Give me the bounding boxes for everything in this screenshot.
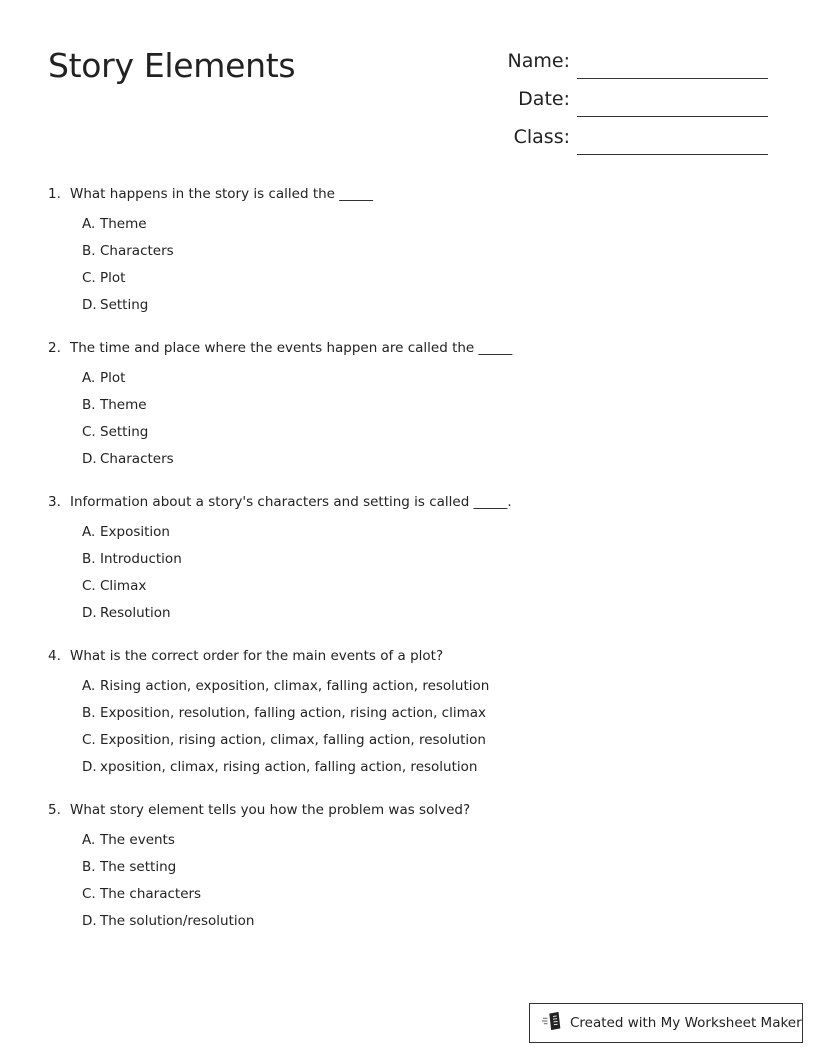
option-text: Theme — [100, 216, 147, 232]
option-b[interactable] — [48, 546, 568, 573]
option-a[interactable] — [48, 673, 568, 700]
question-text: Information about a story's characters and setting is called _____. — [70, 494, 512, 510]
option-text: xposition, climax, rising action, falling action, resolution — [100, 759, 478, 775]
option-text: Setting — [100, 297, 149, 313]
question-number: 4. — [48, 648, 61, 664]
question-1 — [48, 184, 568, 319]
option-text: Theme — [100, 397, 147, 413]
option-letter: C. — [82, 424, 96, 440]
option-text: The solution/resolution — [100, 913, 255, 929]
question-text: What is the correct order for the main events of a plot? — [70, 648, 444, 664]
option-letter: C. — [82, 578, 96, 594]
question-text: What happens in the story is called the _____ — [70, 186, 374, 202]
option-d[interactable] — [48, 446, 568, 473]
option-letter: C. — [82, 886, 96, 902]
option-text: The characters — [100, 886, 202, 902]
page-title: Story Elements — [48, 46, 296, 85]
option-letter: B. — [82, 705, 96, 721]
student-info-fields — [500, 50, 770, 164]
question-number: 5. — [48, 802, 61, 818]
option-c[interactable] — [48, 881, 568, 908]
option-d[interactable] — [48, 754, 568, 781]
question-number: 3. — [48, 494, 61, 510]
option-text: Plot — [100, 370, 126, 386]
option-text: Climax — [100, 578, 147, 594]
option-letter: D. — [82, 605, 97, 621]
option-a[interactable] — [48, 519, 568, 546]
question-number: 2. — [48, 340, 61, 356]
option-a[interactable] — [48, 365, 568, 392]
option-letter: A. — [82, 832, 96, 848]
option-letter: B. — [82, 243, 96, 259]
badge-text: Created with My Worksheet Maker — [570, 1015, 802, 1031]
question-2 — [48, 338, 568, 473]
date-field[interactable] — [500, 88, 770, 126]
option-c[interactable] — [48, 265, 568, 292]
option-text: Exposition, resolution, falling action, rising action, climax — [100, 705, 486, 721]
option-letter: B. — [82, 397, 96, 413]
name-label: Name: — [507, 50, 570, 72]
option-text: Exposition, rising action, climax, falling action, resolution — [100, 732, 486, 748]
option-letter: D. — [82, 451, 97, 467]
name-blank-line[interactable] — [577, 78, 768, 79]
option-b[interactable] — [48, 854, 568, 881]
option-text: Characters — [100, 243, 174, 259]
option-letter: A. — [82, 524, 96, 540]
option-letter: D. — [82, 297, 97, 313]
class-field[interactable] — [500, 126, 770, 164]
option-letter: D. — [82, 759, 97, 775]
option-d[interactable] — [48, 600, 568, 627]
option-text: Characters — [100, 451, 174, 467]
option-text: Rising action, exposition, climax, falling action, resolution — [100, 678, 490, 694]
option-b[interactable] — [48, 392, 568, 419]
option-c[interactable] — [48, 573, 568, 600]
option-a[interactable] — [48, 827, 568, 854]
option-letter: A. — [82, 370, 96, 386]
option-text: Exposition — [100, 524, 170, 540]
option-letter: B. — [82, 859, 96, 875]
option-text: The events — [100, 832, 175, 848]
option-c[interactable] — [48, 419, 568, 446]
date-label: Date: — [518, 88, 570, 110]
question-text: The time and place where the events happen are called the _____ — [70, 340, 513, 356]
class-label: Class: — [513, 126, 570, 148]
date-blank-line[interactable] — [577, 116, 768, 117]
worksheet-maker-logo-icon — [542, 1010, 564, 1036]
option-text: The setting — [100, 859, 177, 875]
question-text: What story element tells you how the problem was solved? — [70, 802, 471, 818]
option-text: Plot — [100, 270, 126, 286]
option-d[interactable] — [48, 908, 568, 935]
question-list — [48, 184, 568, 954]
name-field[interactable] — [500, 50, 770, 88]
option-letter: A. — [82, 678, 96, 694]
option-letter: C. — [82, 270, 96, 286]
option-a[interactable] — [48, 211, 568, 238]
option-d[interactable] — [48, 292, 568, 319]
option-letter: B. — [82, 551, 96, 567]
question-3 — [48, 492, 568, 627]
question-number: 1. — [48, 186, 61, 202]
question-4 — [48, 646, 568, 781]
created-with-badge[interactable] — [529, 1003, 803, 1043]
option-c[interactable] — [48, 727, 568, 754]
class-blank-line[interactable] — [577, 154, 768, 155]
option-letter: C. — [82, 732, 96, 748]
option-b[interactable] — [48, 238, 568, 265]
option-text: Resolution — [100, 605, 171, 621]
option-letter: D. — [82, 913, 97, 929]
question-5 — [48, 800, 568, 935]
option-b[interactable] — [48, 700, 568, 727]
option-text: Introduction — [100, 551, 182, 567]
option-letter: A. — [82, 216, 96, 232]
option-text: Setting — [100, 424, 149, 440]
